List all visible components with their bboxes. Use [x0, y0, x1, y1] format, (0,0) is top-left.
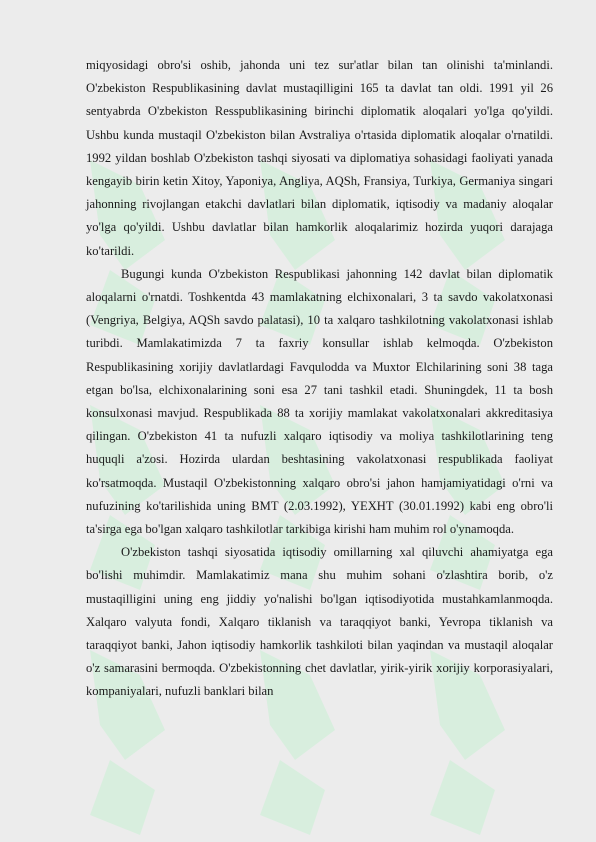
paragraph-2: Bugungi kunda O'zbekiston Respublikasi jahonning 142 davlat bilan diplomatik aloqalarni o'rnatdi. Toshkentda 43 mamlakatning elchixonalari, 3 ta savdo vakolatxonasi (Vengriya, Belgiya, AQSh savdo palatasi), 10 ta xalqaro tashkilotning vakolatxonasi ishlab turibdi. Mamlakatimizda 7 ta faxriy konsullar ishlab kelmoqda. O'zbekiston Respublikasining xorijiy davlatlardagi Favqulodda va Muxtor Elchilarining soni 38 taga etgan bo'lsa, elchixonalarining soni esa 27 tani tashkil etadi. Shuningdek, 11 ta bosh konsulxonasi mavjud. Respublikada 88 ta xorijiy mamlakat vakolatxonalari akkreditasiya qilingan. O'zbekiston 41 ta nufuzli xalqaro iqtisodiy va moliya tashkilotlarining teng huquqli a'zosi. Hozirda ulardan beshtasining vakolatxonasi respublikada faoliyat ko'rsatmoqda. Mustaqil O'zbekistonning xalqaro obro'si jahon hamjamiyatidagi o'rni va nufuzining ko'tarilishida uning BMT (2.03.1992), YEXHT (30.01.1992) kabi eng obro'li ta'sirga ega bo'lgan xalqaro tashkilotlar tarkibiga kirishi ham muhim rol o'ynamoqda.	[86, 266, 553, 537]
document-body	[86, 54, 553, 704]
paragraph-3: O'zbekiston tashqi siyosatida iqtisodiy omillarning xal qiluvchi ahamiyatga ega bo'lishi muhimdir. Mamlakatimiz mana shu muhim sohani o'zlashtira borib, o'z mustaqilligini uning eng jiddiy yo'nalishi bo'lgan iqtisodiyotida mustahkamlanmoqda. Xalqaro valyuta fondi, Xalqaro tiklanish va taraqqiyot banki, Yevropa tiklanish va taraqqiyot banki, Jahon iqtisodiy hamkorlik tashkiloti bilan yaqindan va mustaqil aloqalar o'z samarasini bermoqda. O'zbekistonning chet davlatlar, yirik-yirik xorijiy korporasiyalari, kompaniyalari, nufuzli banklari bilan	[86, 545, 553, 699]
paragraph-1: miqyosidagi obro'si oshib, jahonda uni tez sur'atlar bilan tan olinishi ta'minlandi. O'zbekiston Respublikasining davlat mustaqilligini 165 ta davlat tan oldi. 1991 yil 26 sentyabrda O'zbekiston Resspublikasining birinchi diplomatik aloqalari yo'lga qo'yildi. Ushbu kunda mustaqil O'zbekiston bilan Avstraliya o'rtasida diplomatik aloqalar o'rnatildi. 1992 yildan boshlab O'zbekiston tashqi siyosati va diplomatiya sohasidagi faoliyati yanada kengayib birin ketin Xitoy, Yaponiya, Angliya, AQSh, Fransiya, Turkiya, Germaniya singari jahonning rivojlangan etakchi davlatlari bilan diplomatik, iqtisodiy va madaniy aloqalar yo'lga qo'yildi. Ushbu davlatlar bilan hamkorlik aloqalarimiz hozirda yuqori darajaga ko'tarildi.	[86, 58, 553, 258]
